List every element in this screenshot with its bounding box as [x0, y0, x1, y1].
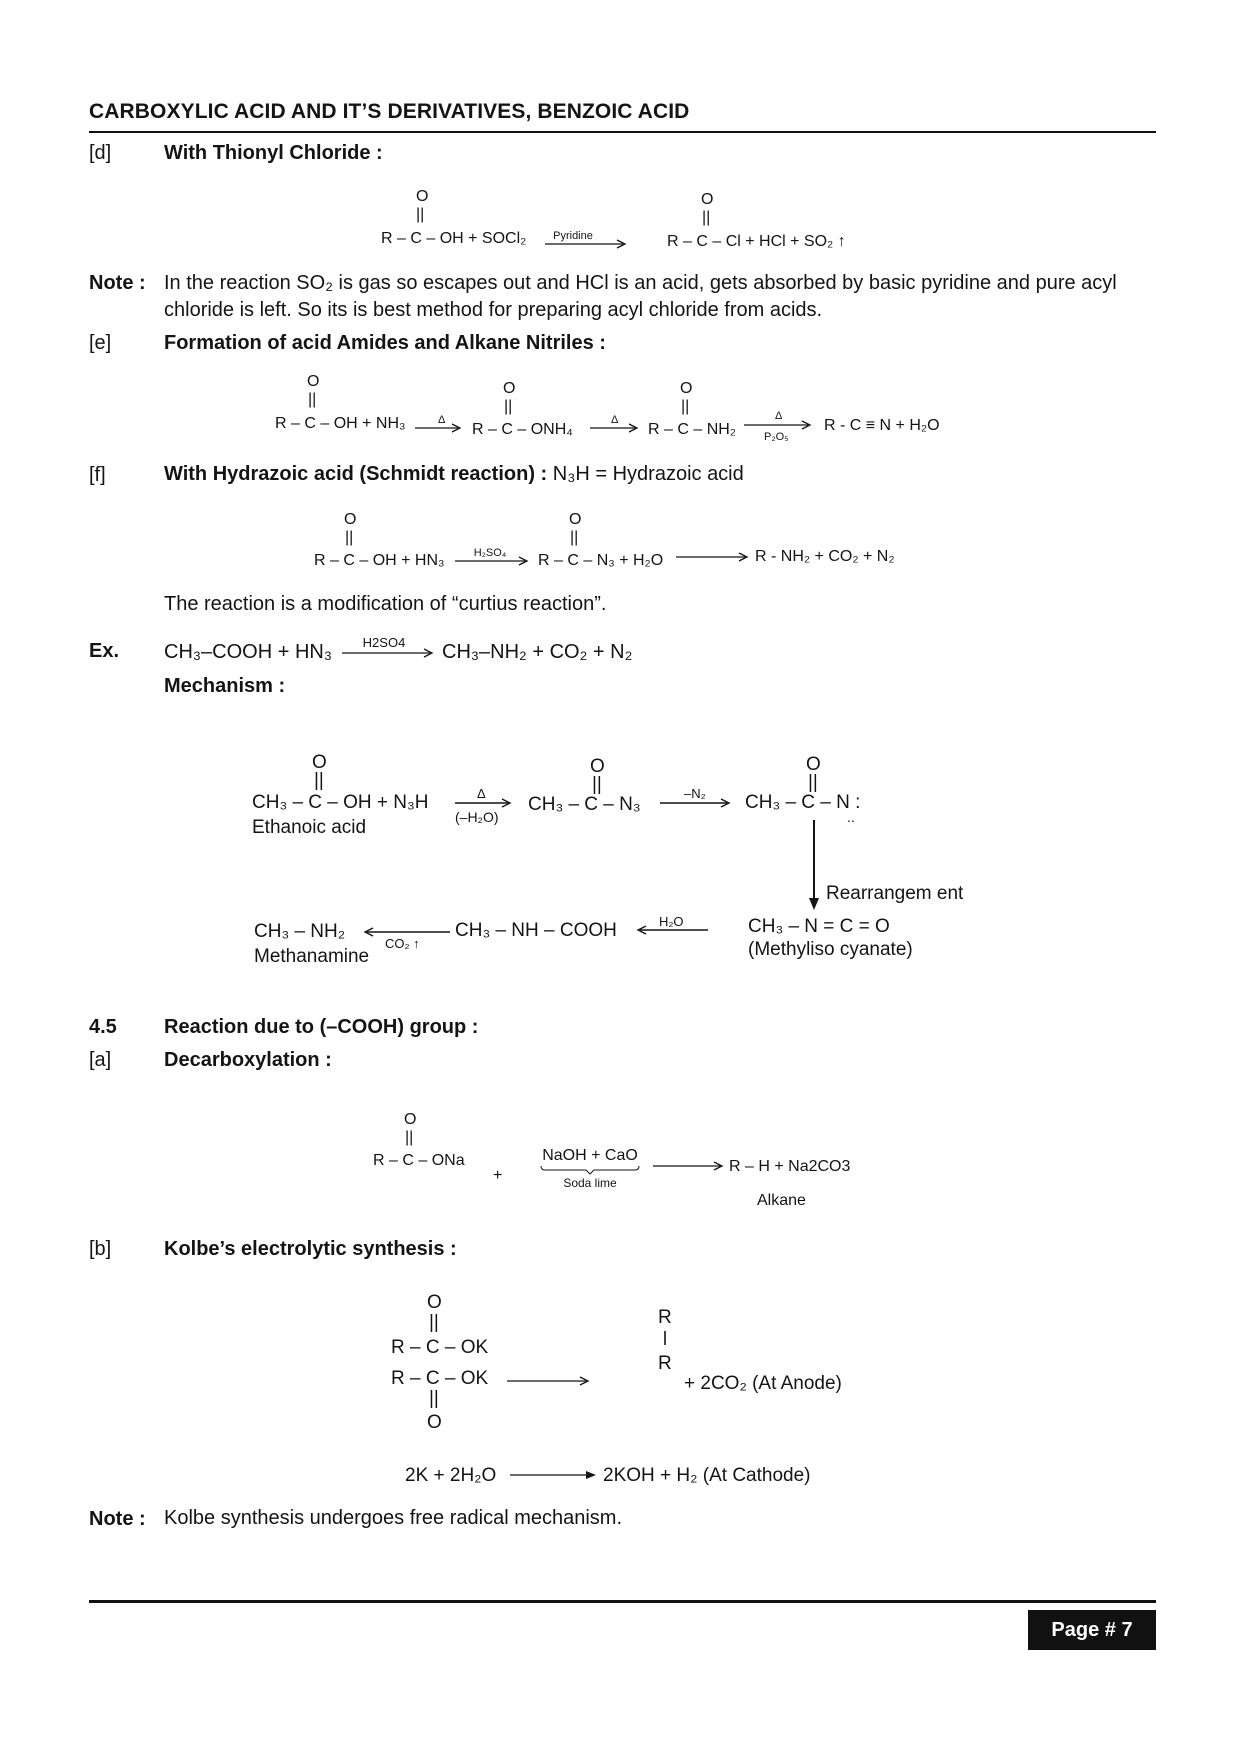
svg-text:O: O	[427, 1292, 442, 1313]
svg-text:O: O	[307, 373, 320, 390]
decarb-plus: +	[493, 1167, 503, 1184]
schmidt-step-1: R – C – OH + HN₃	[314, 552, 445, 569]
mech-carbamic: CH₃ – NH – COOH	[455, 920, 617, 941]
decarb-product: R – H + Na2CO3	[729, 1158, 851, 1175]
svg-text:O: O	[590, 756, 605, 777]
amide-step-4: R - C ≡ N + H₂O	[824, 417, 940, 434]
schmidt-step-3: R - NH₂ + CO₂ + N₂	[755, 548, 895, 565]
section-b-label: [b]	[89, 1238, 112, 1260]
section-a-label: [a]	[89, 1049, 112, 1071]
decarb-product-name: Alkane	[757, 1192, 806, 1209]
mech-rearrangement: Rearrangem ent	[826, 883, 964, 904]
svg-text:Δ: Δ	[438, 414, 446, 426]
svg-text:Δ: Δ	[775, 410, 783, 422]
svg-text:||: ||	[702, 209, 711, 226]
svg-text:||: ||	[405, 1129, 414, 1146]
page-number-badge: Page # 7	[1028, 1610, 1156, 1650]
footer-rule	[89, 1600, 1156, 1603]
svg-text:||: ||	[681, 398, 690, 415]
section-f-label: [f]	[89, 464, 106, 486]
note1-label: Note :	[89, 272, 146, 294]
mech-ethanoic-name: Ethanoic acid	[252, 817, 367, 838]
section-d-title: With Thionyl Chloride :	[164, 142, 383, 164]
mech-methanamine: CH₃ – NH₂	[254, 921, 346, 942]
mech-azide: CH₃ – C – N₃	[528, 794, 641, 815]
mechanism-title: Mechanism :	[164, 675, 286, 697]
section-45-label: 4.5	[89, 1016, 117, 1038]
kolbe-salt-bottom: R – C – OK	[391, 1368, 489, 1389]
svg-text:||: ||	[504, 398, 513, 415]
mech-nitrene: CH₃ – C – N :	[745, 792, 861, 813]
svg-text:H₂O: H₂O	[659, 914, 684, 929]
svg-text:Δ: Δ	[611, 414, 619, 426]
svg-text:O: O	[806, 754, 821, 775]
amide-step-2: R – C – ONH₄	[472, 421, 573, 438]
example-reactant: CH₃–COOH + HN₃	[164, 641, 332, 663]
svg-text:–N₂: –N₂	[684, 786, 706, 801]
kolbe-cathode-right: 2KOH + H₂ (At Cathode)	[603, 1465, 811, 1486]
section-e-title: Formation of acid Amides and Alkane Nitriles :	[164, 332, 606, 354]
amide-step-1: R – C – OH + NH₃	[275, 415, 406, 432]
svg-text:||: ||	[592, 774, 602, 795]
svg-text:||: ||	[314, 770, 324, 791]
svg-text:||: ||	[345, 529, 354, 546]
svg-text:O: O	[569, 511, 582, 528]
schmidt-step-2: R – C – N₃ + H₂O	[538, 552, 664, 569]
svg-text:H2SO4: H2SO4	[362, 635, 406, 650]
mech-methanamine-name: Methanamine	[254, 946, 370, 967]
example-product: CH₃–NH₂ + CO₂ + N₂	[442, 641, 633, 663]
section-b-title: Kolbe’s electrolytic synthesis :	[164, 1238, 457, 1260]
svg-text:||: ||	[429, 1312, 439, 1333]
svg-text:||: ||	[416, 206, 425, 223]
svg-text:||: ||	[808, 772, 818, 793]
thionyl-product: R – C – Cl + HCl + SO₂ ↑	[667, 233, 846, 250]
svg-text:O: O	[701, 191, 714, 208]
section-a-title: Decarboxylation :	[164, 1049, 332, 1071]
svg-text:Δ: Δ	[477, 786, 486, 801]
decarb-reagent-name: Soda lime	[563, 1176, 617, 1190]
decarb-reactant: R – C – ONa	[373, 1152, 465, 1169]
svg-text:O: O	[680, 380, 693, 397]
svg-text:O: O	[344, 511, 357, 528]
svg-text:..: ..	[847, 809, 855, 825]
svg-text:O: O	[503, 380, 516, 397]
svg-text:||: ||	[570, 529, 579, 546]
thionyl-reactant: R – C – OH + SOCl₂	[381, 230, 527, 247]
section-d-label: [d]	[89, 142, 112, 164]
mech-isocyanate-name: (Methyliso cyanate)	[748, 939, 913, 960]
kolbe-anode: + 2CO₂ (At Anode)	[684, 1373, 842, 1394]
note2-text: Kolbe synthesis undergoes free radical mechanism.	[164, 1507, 623, 1529]
amide-step-3: R – C – NH₂	[648, 421, 737, 438]
svg-text:O: O	[404, 1111, 417, 1128]
svg-text:||: ||	[308, 391, 317, 408]
note1-line-2: chloride is left. So its is best method for preparing acyl chloride from acids.	[164, 299, 823, 321]
svg-text:H₂SO₄: H₂SO₄	[473, 547, 507, 559]
svg-text:O: O	[427, 1412, 442, 1433]
note1-line-1: In the reaction SO₂ is gas so escapes out and HCl is an acid, gets absorbed by basic pyridine and pure acyl	[164, 272, 1117, 294]
svg-text:CO₂ ↑: CO₂ ↑	[385, 936, 420, 951]
svg-text:||: ||	[429, 1388, 439, 1409]
curtius-note: The reaction is a modification of “curtius reaction”.	[164, 593, 607, 615]
mech-ethanoic: CH₃ – C – OH + N₃H	[252, 792, 429, 813]
svg-text:O: O	[416, 188, 429, 205]
kolbe-salt-top: R – C – OK	[391, 1337, 489, 1358]
thionyl-condition: Pyridine	[553, 230, 593, 242]
svg-text:(–H₂O): (–H₂O)	[455, 809, 499, 825]
example-label: Ex.	[89, 640, 120, 662]
decarb-reagent: NaOH + CaO	[542, 1147, 638, 1164]
kolbe-cathode-left: 2K + 2H₂O	[405, 1465, 497, 1486]
note2-label: Note :	[89, 1508, 146, 1530]
svg-text:P₂O₅: P₂O₅	[764, 431, 789, 443]
section-f-title-rest: N₃H = Hydrazoic acid	[552, 463, 744, 485]
kolbe-r-bottom: R	[658, 1353, 672, 1374]
mech-isocyanate: CH₃ – N = C = O	[748, 916, 890, 937]
svg-text:O: O	[312, 752, 327, 773]
section-e-label: [e]	[89, 332, 112, 354]
section-45-title: Reaction due to (–COOH) group :	[164, 1016, 479, 1038]
section-f-title: With Hydrazoic acid (Schmidt reaction) :	[164, 463, 548, 485]
page-header-title: CARBOXYLIC ACID AND IT’S DERIVATIVES, BENZOIC ACID	[89, 100, 690, 123]
kolbe-r-top: R	[658, 1307, 672, 1328]
